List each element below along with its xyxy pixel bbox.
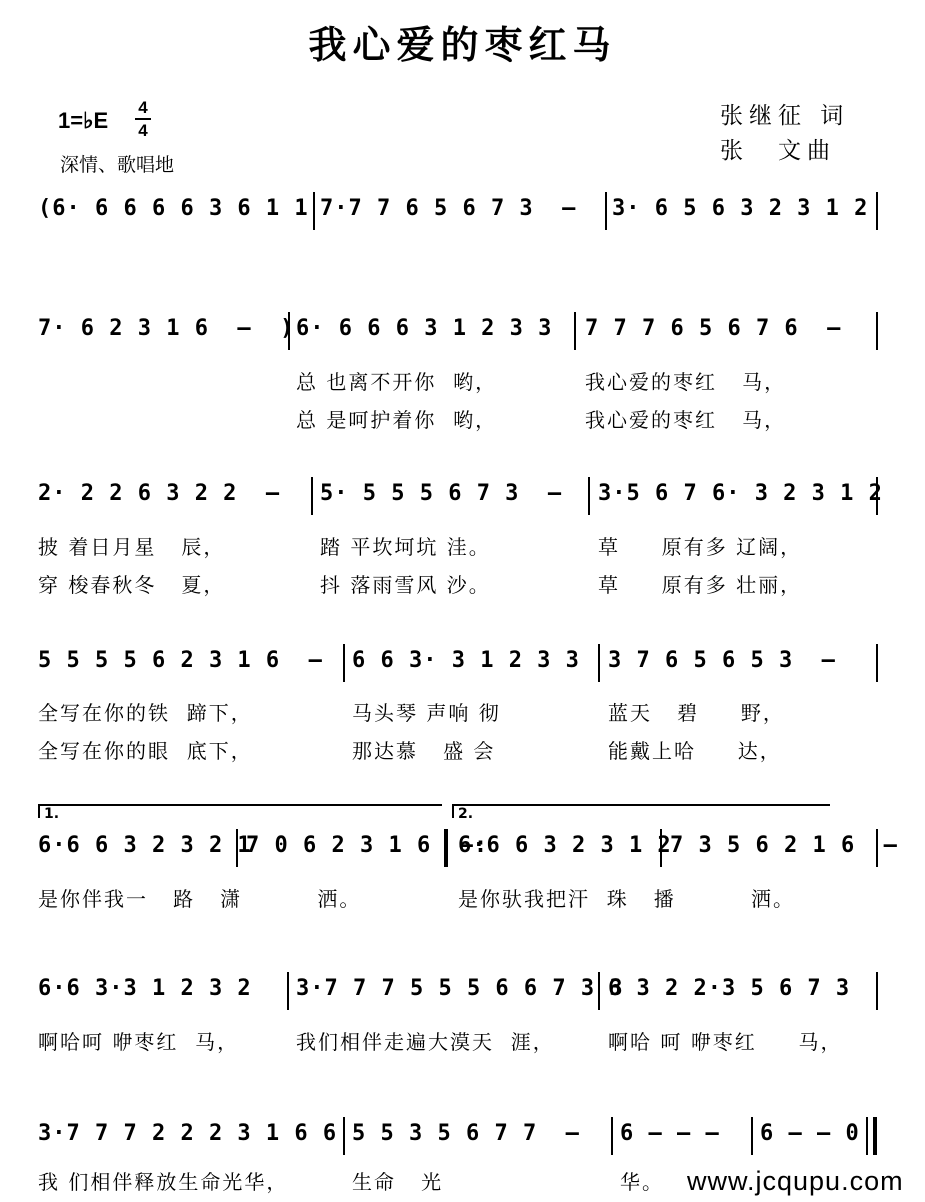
measure: 7·7 7 6 5 6 7 3 –	[320, 196, 577, 221]
volta-1-bracket	[38, 804, 442, 806]
site-watermark: www.jcqupu.com	[687, 1166, 904, 1196]
lyric-verse-2: 抖 落雨雪风 沙。	[320, 573, 491, 597]
barline	[598, 972, 600, 1010]
lyric-verse-1: 啊哈 呵 咿枣红 马，	[608, 1030, 843, 1054]
lyric-verse-1: 华。	[620, 1170, 664, 1194]
score-row-7	[0, 1121, 925, 1151]
barline	[313, 192, 315, 230]
tempo-marking: 深情、歌唱地	[60, 154, 175, 176]
barline	[288, 312, 290, 350]
key-signature: 1=♭E	[58, 108, 109, 133]
final-barline-thin	[866, 1117, 868, 1155]
measure: 6 6 3· 3 1 2 3 3	[352, 648, 580, 673]
lyric-verse-2: 穿 梭春秋冬 夏，	[38, 573, 226, 597]
lyric-verse-1: 啊哈呵 咿枣红 马，	[38, 1030, 240, 1054]
time-signature-top: 4	[138, 98, 148, 117]
measure: 6·6 6 3 2 3 2 1	[38, 833, 252, 858]
measure: 5· 5 5 5 6 7 3 –	[320, 481, 563, 506]
barline	[876, 644, 878, 682]
lyric-verse-1: 总 也离不开你 哟，	[296, 370, 498, 394]
lyric-verse-1: 披 着日月星 辰，	[38, 535, 226, 559]
barline	[343, 644, 345, 682]
score-row-4	[0, 648, 925, 678]
measure: 2· 2 2 6 3 2 2 –	[38, 481, 281, 506]
composer-credit: 张 文曲	[720, 138, 836, 164]
measure: 3 7 6 5 6 5 3 –	[608, 648, 836, 673]
volta-2-tick	[452, 804, 454, 818]
score-row-1	[0, 196, 925, 226]
barline	[751, 1117, 753, 1155]
lyric-verse-2: 能戴上哈 达，	[608, 739, 782, 763]
barline	[343, 1117, 345, 1155]
volta-1-label: 1.	[44, 806, 60, 822]
measure: 6· 6 6 6 3 1 2 3 3	[296, 316, 553, 341]
measure: 5 5 3 5 6 7 7 –	[352, 1121, 580, 1146]
barline	[660, 829, 662, 867]
measure: 7 7 7 6 5 6 7 6 –	[585, 316, 842, 341]
lyric-verse-1: 我心爱的枣红 马，	[585, 370, 787, 394]
final-barline-thick	[873, 1117, 877, 1155]
barline	[876, 972, 878, 1010]
measure: 3·7 7 7 5 5 5 6 6 7 3 3	[296, 976, 624, 1001]
measure: 6 – – 0	[760, 1121, 860, 1146]
volta-1-tick	[38, 804, 40, 818]
lyric-verse-2: 草 原有多 壮丽，	[598, 573, 803, 597]
repeat-barline	[444, 829, 448, 867]
lyric-verse-1: 生命 光	[352, 1170, 444, 1194]
measure: 6 3 2 2·3 5 6 7 3	[608, 976, 851, 1001]
barline	[588, 477, 590, 515]
score-row-3	[0, 481, 925, 511]
lyric-verse-1: 马头琴 声响 彻	[352, 701, 501, 725]
measure: (6· 6 6 6 6 3 6 1 1	[38, 196, 309, 221]
lyric-verse-2: 是你驮我把汗 珠 播 洒。	[458, 887, 796, 911]
score-row-5	[0, 833, 925, 863]
barline	[876, 829, 878, 867]
measure: 6·6 3·3 1 2 3 2	[38, 976, 252, 1001]
measure: 3·5 6 7 6· 3 2 3 1 2	[598, 481, 883, 506]
lyric-verse-1: 我们相伴走遍大漠天 涯，	[296, 1030, 555, 1054]
barline	[876, 192, 878, 230]
measure: 3· 6 5 6 3 2 3 1 2	[612, 196, 869, 221]
measure: 7· 6 2 3 1 6 – )	[38, 316, 295, 341]
lyric-verse-2: 那达慕 盛 会	[352, 739, 496, 763]
barline	[574, 312, 576, 350]
volta-2-label: 2.	[458, 806, 474, 822]
barline	[311, 477, 313, 515]
barline	[287, 972, 289, 1010]
lyric-verse-2: 我心爱的枣红 马，	[585, 408, 787, 432]
measure: 3·7 7 7 2 2 2 3 1 6 6	[38, 1121, 338, 1146]
barline	[598, 644, 600, 682]
lyricist-credit: 张继征 词	[720, 103, 850, 129]
score-row-2	[0, 316, 925, 346]
time-signature	[133, 98, 153, 140]
lyric-verse-2: 全写在你的眼 底下，	[38, 739, 253, 763]
measure: 6 – – –	[620, 1121, 720, 1146]
barline	[605, 192, 607, 230]
lyric-verse-1: 全写在你的铁 蹄下，	[38, 701, 253, 725]
barline	[611, 1117, 613, 1155]
lyric-verse-1: 踏 平坎坷坑 洼。	[320, 535, 491, 559]
lyric-verse-1: 我 们相伴释放生命光华，	[38, 1170, 289, 1194]
barline	[236, 829, 238, 867]
time-signature-bar	[135, 118, 151, 120]
score-row-6	[0, 976, 925, 1006]
lyric-verse-1: 草 原有多 辽阔，	[598, 535, 803, 559]
measure: 7 0 6 2 3 1 6 –:	[246, 833, 489, 858]
measure: 6·6 6 3 2 3 1 2	[458, 833, 672, 858]
measure: 7 3 5 6 2 1 6 –	[670, 833, 898, 858]
lyric-verse-1: 蓝天 碧 野，	[608, 701, 785, 725]
volta-2-bracket	[452, 804, 830, 806]
barline	[876, 477, 878, 515]
lyric-verse-1: 是你伴我一 路 潇 洒。	[38, 887, 362, 911]
lyric-verse-2: 总 是呵护着你 哟，	[296, 408, 498, 432]
time-signature-bottom: 4	[138, 121, 148, 140]
song-title: 我心爱的枣红马	[308, 22, 617, 67]
barline	[876, 312, 878, 350]
measure: 5 5 5 5 6 2 3 1 6 –	[38, 648, 323, 673]
